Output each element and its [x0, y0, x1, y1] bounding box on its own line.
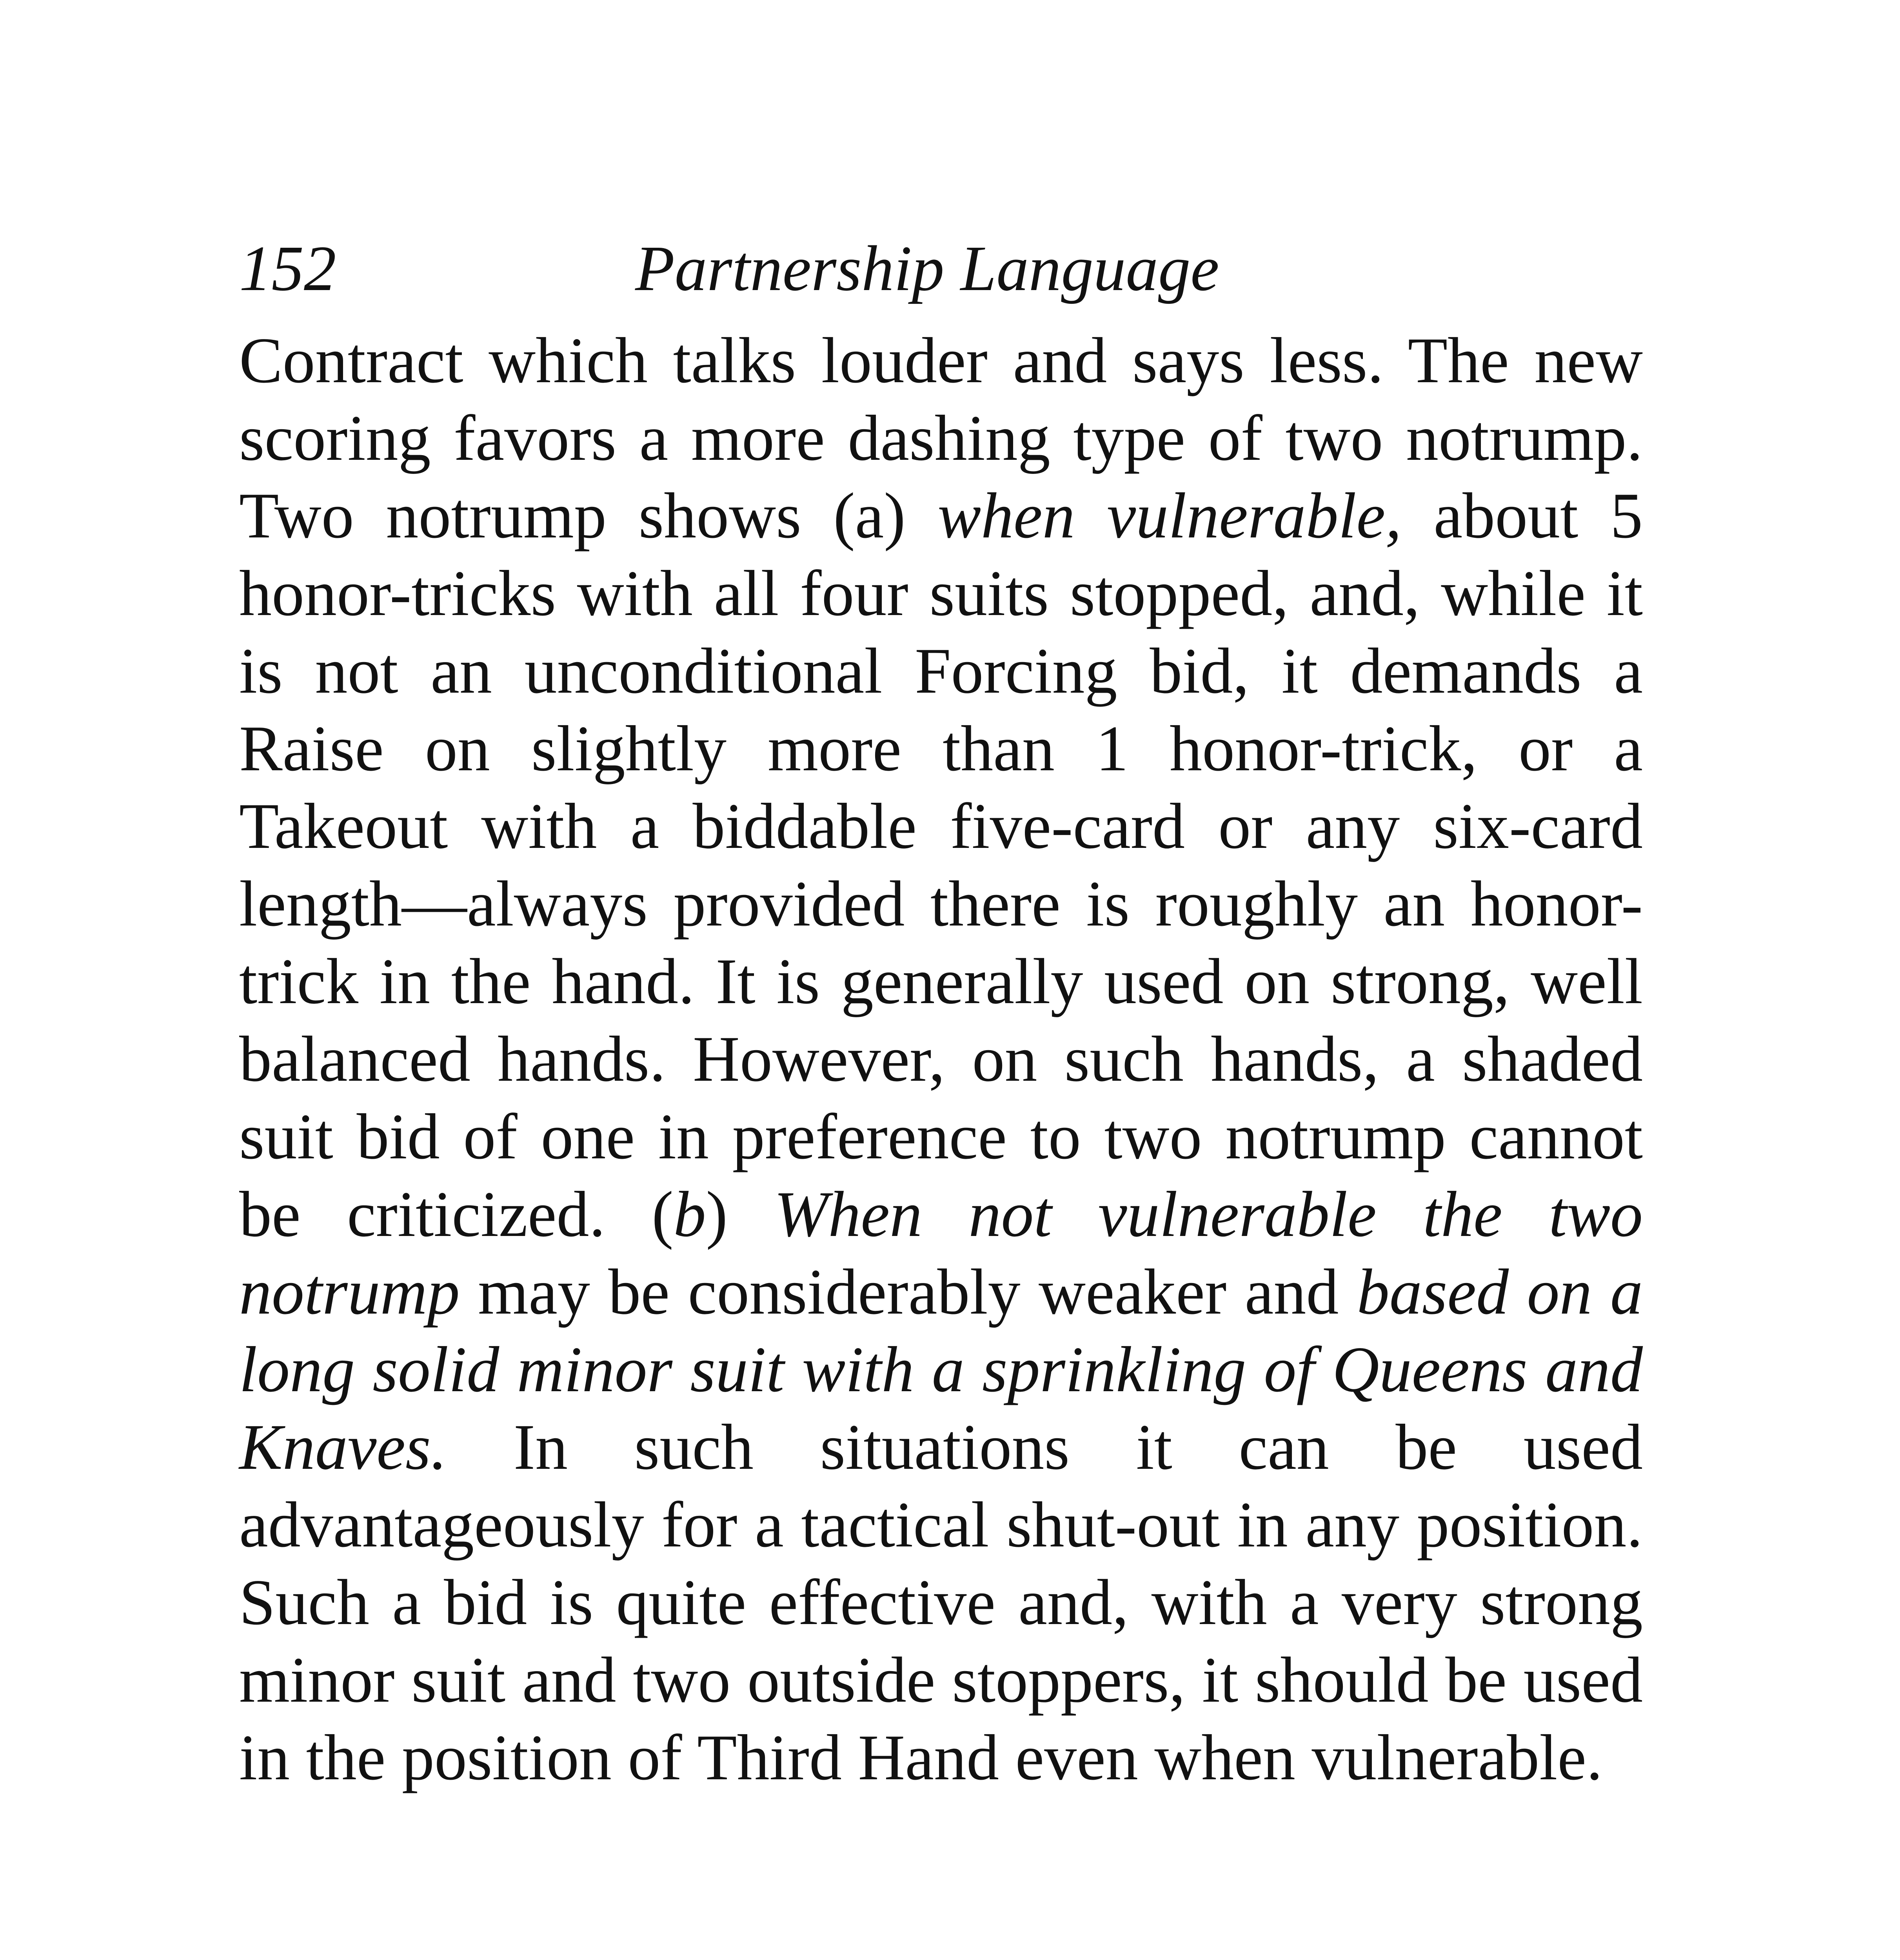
italic-text-run: when vulnerable,: [937, 479, 1402, 552]
page-header: [239, 229, 1651, 308]
italic-text-run: When not vulnerable the two notrump: [239, 1178, 1643, 1328]
italic-text-run: based on a long solid minor suit with a sprinkling of Queens and Knaves.: [239, 1256, 1643, 1483]
text-run: In such situations it can be used advantageously for a tactical shut-out in any position. Such a bid is quite effective and, with a very strong minor suit and two outside stoppers, it should be used in the position of Third Hand even when vulnerable.: [239, 1411, 1643, 1793]
text-run: may be considerably weaker and: [460, 1256, 1357, 1328]
text-run: ): [706, 1178, 774, 1250]
page-number: 152: [239, 232, 336, 304]
text-run: about 5 honor-tricks with all four suits stopped, and, while it is not an unconditional Forcing bid, it demands a Raise on slightly more than 1 honor-trick, or a Takeout with a biddable five-card or any six-card length—always provided there is roughly an honor-trick in the hand. It is generally used on strong, well balanced hands. However, on such hands, a shaded suit bid of one in preference to two notrump cannot be criticized. (: [239, 479, 1643, 1250]
paragraph-text: [239, 321, 1643, 1796]
running-title: Partnership Language: [635, 232, 1219, 304]
body-paragraph-1: [239, 321, 1643, 1796]
text-run: Contract which talks louder and says less. The new scoring favors a more dashing type of two notrump. Two notrump shows (a): [239, 324, 1643, 552]
italic-text-run: b: [673, 1178, 706, 1250]
